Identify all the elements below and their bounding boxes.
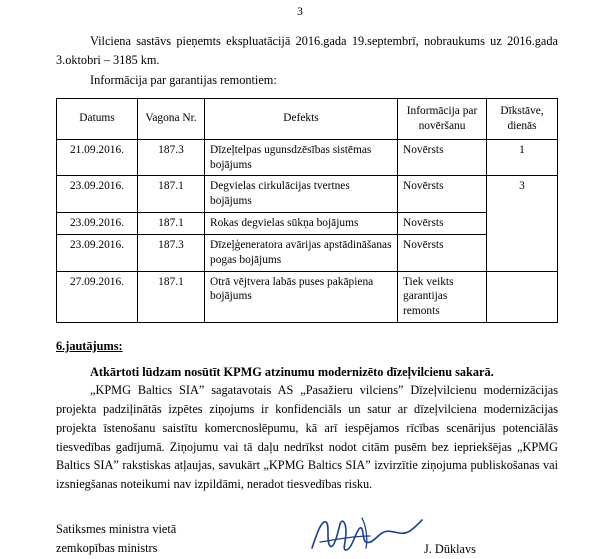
table-header-row bbox=[57, 99, 558, 140]
cell-info: Tiek veikts garantijas remonts bbox=[398, 271, 487, 322]
document-page bbox=[0, 6, 600, 556]
intro-paragraph: Vilciena sastāvs pieņemts ekspluatācijā 2016.gada 19.septembrī, nobraukums uz 2016.gada 3.oktobri – 3185 km. bbox=[56, 34, 558, 67]
cell-defect: Degvielas cirkulācijas tvertnes bojājums bbox=[205, 176, 398, 213]
cell-date: 23.09.2016. bbox=[57, 176, 138, 213]
column-header-wagon: Vagona Nr. bbox=[138, 99, 205, 140]
cell-days-merged: 3 bbox=[487, 176, 558, 271]
cell-wagon: 187.1 bbox=[138, 271, 205, 322]
table-row bbox=[57, 213, 558, 235]
column-header-info: Informācija par novēršanu bbox=[398, 99, 487, 140]
cell-days: 1 bbox=[487, 139, 558, 176]
warranty-repairs-table bbox=[56, 98, 558, 323]
cell-date: 21.09.2016. bbox=[57, 139, 138, 176]
signatory-title-line2: zemkopības ministrs bbox=[56, 540, 158, 555]
cell-defect: Otrā vējtvera labās puses pakāpiena bojājums bbox=[205, 271, 398, 322]
table-body bbox=[57, 139, 558, 322]
cell-wagon: 187.3 bbox=[138, 139, 205, 176]
table-caption: Informācija par garantijas remontiem: bbox=[90, 73, 277, 88]
signatory-title-line1: Satiksmes ministra vietā bbox=[56, 521, 177, 536]
cell-info: Novērsts bbox=[398, 213, 487, 235]
cell-defect: Dīzeļtelpas ugunsdzēsības sistēmas bojājums bbox=[205, 139, 398, 176]
column-header-defect: Defekts bbox=[205, 99, 398, 140]
table-head bbox=[57, 99, 558, 140]
warranty-repairs-table-wrap bbox=[56, 98, 558, 323]
signature-block bbox=[56, 520, 558, 558]
table-row bbox=[57, 176, 558, 213]
cell-defect: Dīzeļģeneratora avārijas apstādināšanas pogas bojājums bbox=[205, 234, 398, 271]
handwritten-signature-icon bbox=[304, 512, 424, 558]
cell-defect: Rokas degvielas sūkņa bojājums bbox=[205, 213, 398, 235]
table-row bbox=[57, 139, 558, 176]
signatory-name: J. Dūklavs bbox=[424, 541, 476, 556]
cell-info: Novērsts bbox=[398, 176, 487, 213]
cell-date: 23.09.2016. bbox=[57, 234, 138, 271]
answer-paragraph: „KPMG Baltics SIA” sagatavotais AS „Pasažieru vilciens” Dīzeļvilcienu modernizācijas projekta padziļinātās izpētes ziņojums ir konfidenciāls un satur ar dīzeļvilciena modernizācijas projekta īstenošanu saistītu komercnoslēpumu, kā arī iespējamos rīcības scenārijus potenciālās tiesvedības gadījumā. Ziņojumu vai tā daļu nedrīkst nodot citām pusēm bez iepriekšējas „KPMG Baltics SIA” rakstiskas atļaujas, savukārt „KPMG Baltics SIA” izvirzītie ziņojuma publiskošanas vai izsniegšanas noteikumi nav izpildāmi, neradot tiesvedības risku. bbox=[56, 383, 558, 491]
cell-date: 27.09.2016. bbox=[57, 271, 138, 322]
cell-wagon: 187.1 bbox=[138, 213, 205, 235]
column-header-days: Dīkstāve, dienās bbox=[487, 99, 558, 140]
page-number: 3 bbox=[297, 6, 303, 18]
table-row bbox=[57, 271, 558, 322]
signatory-title bbox=[56, 520, 286, 558]
cell-date: 23.09.2016. bbox=[57, 213, 138, 235]
column-header-date: Datums bbox=[57, 99, 138, 140]
cell-days bbox=[487, 271, 558, 322]
cell-wagon: 187.3 bbox=[138, 234, 205, 271]
table-row bbox=[57, 234, 558, 271]
cell-info: Novērsts bbox=[398, 139, 487, 176]
question-heading: 6.jautājums: bbox=[56, 339, 123, 353]
question-text: Atkārtoti lūdzam nosūtīt KPMG atzinumu modernizēto dīzeļvilcienu sakarā. bbox=[90, 365, 494, 379]
document-body bbox=[0, 32, 600, 558]
cell-wagon: 187.1 bbox=[138, 176, 205, 213]
cell-info: Novērsts bbox=[398, 234, 487, 271]
